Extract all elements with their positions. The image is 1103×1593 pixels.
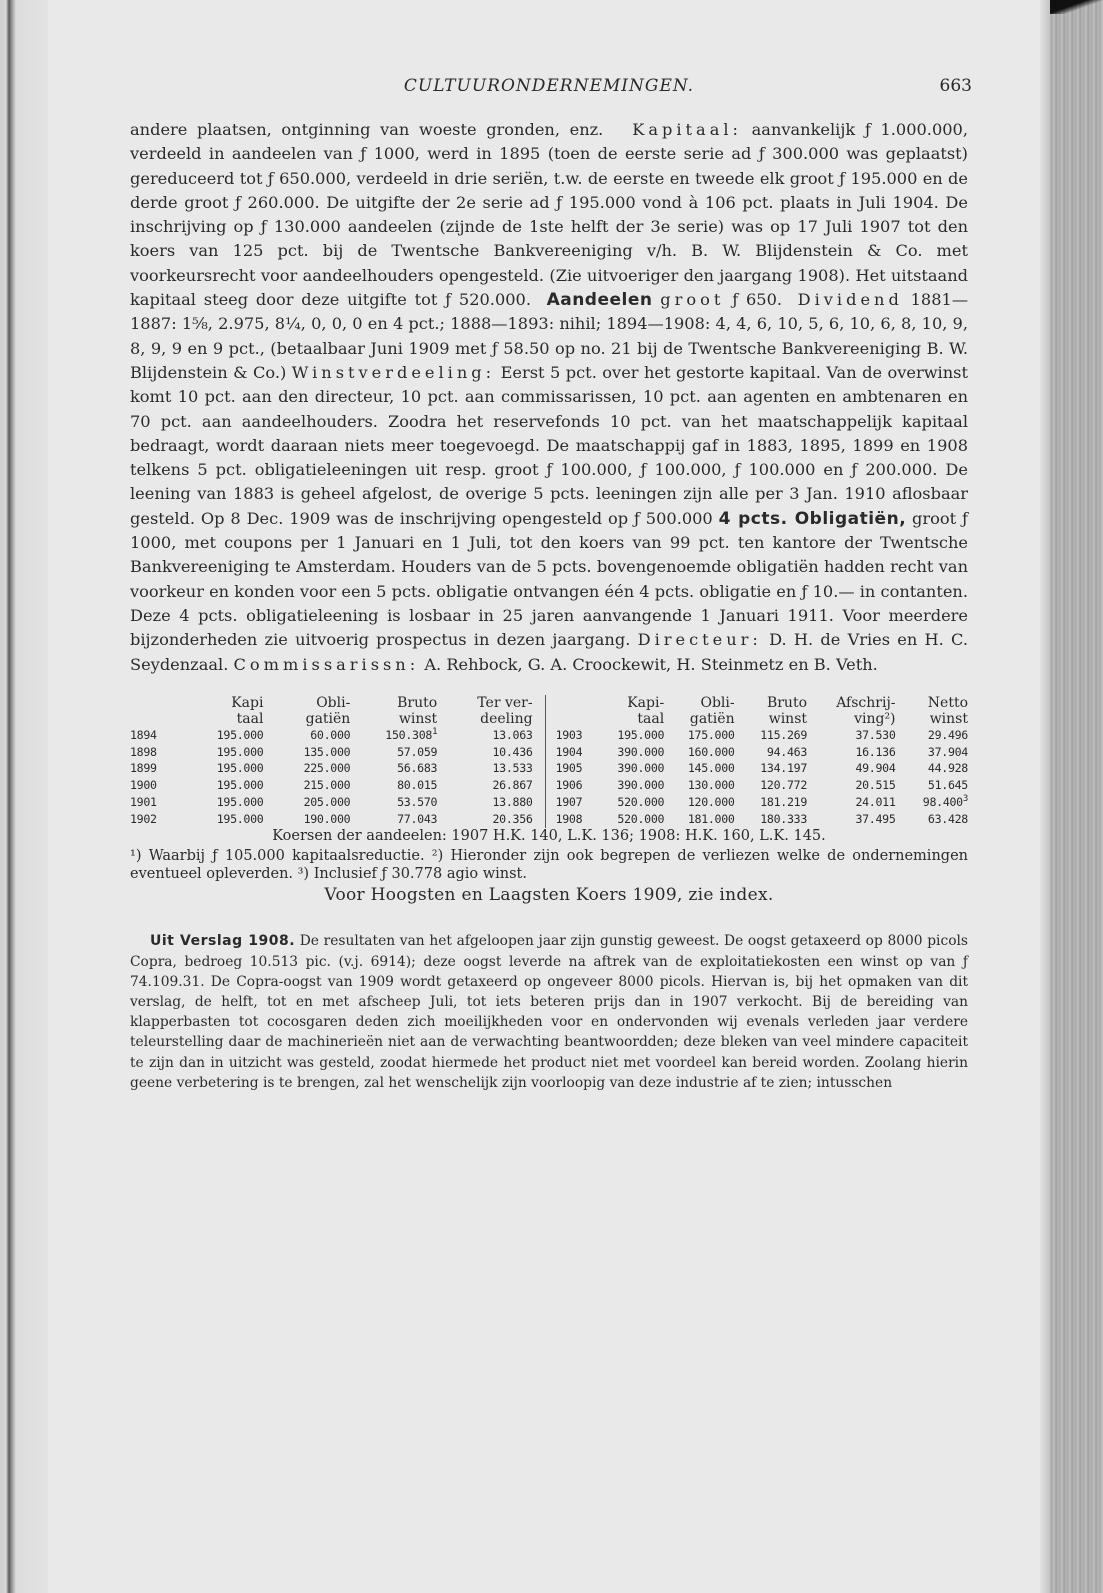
table-divider: [545, 695, 546, 828]
cell-afschrijving: 49.904: [855, 761, 896, 776]
col-header: ving²): [854, 710, 896, 727]
cell-obligatien: 160.000: [687, 744, 735, 759]
cell-kapitaal: 195.000: [617, 727, 665, 742]
cell-bruto-winst: 115.269: [760, 727, 808, 742]
statistics-tables: [130, 695, 968, 828]
col-header: Obli-: [316, 694, 351, 711]
cell-bruto-winst: 181.219: [760, 795, 808, 810]
cell-year: 1902: [130, 811, 157, 826]
table-row: [556, 727, 968, 744]
cell-kapitaal: 520.000: [617, 811, 665, 826]
cell-kapitaal: 390.000: [617, 778, 665, 793]
col-header: winst: [398, 710, 438, 727]
table-row: [130, 811, 533, 828]
cell-bruto-winst: 57.059: [397, 744, 438, 759]
cell-year: 1903: [555, 727, 583, 742]
cell-year: 1894: [130, 727, 157, 742]
report-text: De resultaten van het afgeloopen jaar zijn gunstig geweest. De oogst getaxeerd op 8000 picols Copra, bedroeg 10.513 pic. (v.j. 6914); deze oogst leverde na aftrek van de exploitatiekosten een winst op van ƒ 74.109.31. De Copra-oogst van 1909 wordt getaxeerd op ongeveer 8000 picols. Hiervan is, bij het opmaken van dit verslag, de helft, tot en met afscheep Juli, tot iets beteren prijs dan in 1907 verkocht. Bij de bereiding van klapperbasten tot cocosgaren deden zich moeilijkheden voor en ondervonden wij evenals verleden jaar verdere teleurstelling daar de machinerieën niet aan de verwachting beantwoordden; deze bleken van veel mindere capaciteit te zijn dan in uitzicht was gesteld, zoodat hiermede het product niet met voordeel kan bereid worden. Zoolang hierin geene verbetering is te brengen, zal het wenschelijk zijn voorloopig van deze industrie af te zien; intusschen: [130, 933, 968, 1091]
dividend-label: Dividend: [797, 290, 903, 310]
cell-kapitaal: 195.000: [216, 744, 264, 759]
cell-kapitaal: 195.000: [216, 795, 264, 810]
col-header: deeling: [480, 710, 533, 727]
table-row: [556, 777, 968, 794]
cell-bruto-winst: 77.043: [397, 811, 438, 826]
cell-ter-verdeeling: 10.436: [492, 744, 533, 759]
cell-netto-winst: 44.928: [927, 761, 968, 776]
value: 98.400: [922, 795, 963, 810]
col-header: taal: [236, 710, 264, 727]
col-header: taal: [637, 710, 665, 727]
cell-bruto-winst: 94.463: [766, 744, 808, 759]
cell-year: 1908: [555, 811, 583, 826]
col-header: Kapi: [231, 694, 264, 711]
col-header: [130, 711, 170, 727]
col-header: gatiën: [305, 710, 351, 727]
table-row: [130, 794, 533, 811]
cell-obligatien: 135.000: [303, 744, 351, 759]
footnote-marker: 3: [962, 794, 968, 805]
cell-bruto-winst: 180.333: [760, 811, 808, 826]
footnote-marker: 1: [432, 726, 438, 737]
statistics-table-1903-1908: [556, 695, 968, 828]
statistics-table-1894-1902: [130, 695, 533, 828]
cell-year: 1904: [555, 744, 583, 759]
cell-bruto-winst: 134.197: [760, 761, 808, 776]
cell-ter-verdeeling: 13.880: [492, 795, 533, 810]
table-footnotes: ¹) Waarbij ƒ 105.000 kapitaalsreductie. ²) Hieronder zijn ook begrepen de verliezen welke de ondernemingen eventueel opleverden. ³) Inclusief ƒ 30.778 agio winst.: [130, 847, 968, 882]
cell-netto-winst: 51.645: [927, 778, 968, 793]
aandeelen-label: Aandeelen: [546, 290, 653, 311]
cell-obligatien: 215.000: [303, 778, 351, 793]
cell-obligatien: 120.000: [687, 795, 735, 810]
cell-netto-winst: 37.904: [927, 744, 968, 759]
table-row: [556, 794, 968, 811]
cell-afschrijving: 24.011: [855, 795, 896, 810]
col-header: [556, 695, 596, 711]
cell-obligatien: 145.000: [687, 761, 735, 776]
cell-obligatien: 190.000: [303, 811, 351, 826]
text-segment: D. H. de Vries en H. C. Seydenzaal.: [130, 630, 968, 674]
cell-netto-winst: 29.496: [927, 727, 968, 742]
groot-label: groot: [660, 290, 725, 310]
col-header: [556, 711, 596, 727]
col-header: [130, 695, 170, 711]
obligatien-label: 4 pcts. Obligatiën,: [718, 508, 907, 529]
kapitaal-label: Kapitaal:: [632, 120, 742, 139]
col-header: Obli-: [700, 694, 735, 711]
cell-year: 1907: [555, 795, 583, 810]
book-spine-left: [0, 0, 48, 1593]
report-heading: Uit Verslag 1908.: [150, 933, 296, 950]
table-row: [130, 727, 533, 744]
cell-bruto-winst: [350, 727, 437, 744]
financial-statistics: [130, 695, 968, 904]
cell-afschrijving: 20.515: [855, 778, 896, 793]
cell-year: 1901: [130, 795, 157, 810]
commissarissen-label: Commissarissn:: [233, 654, 420, 674]
col-header: winst: [768, 710, 808, 727]
cell-bruto-winst: 120.772: [760, 778, 808, 793]
cell-ter-verdeeling: 20.356: [492, 811, 533, 826]
table-row: [130, 744, 533, 761]
cell-bruto-winst: 80.015: [397, 778, 438, 793]
cell-kapitaal: 195.000: [216, 778, 264, 793]
cell-obligatien: 60.000: [310, 727, 351, 742]
cell-kapitaal: 390.000: [617, 744, 665, 759]
col-header: Netto: [927, 694, 968, 711]
page-number: 663: [939, 76, 972, 96]
col-header: Afschrij-: [836, 694, 896, 711]
cell-year: 1906: [555, 778, 583, 793]
winstverdeeling-label: Winstverdeeling:: [291, 362, 496, 382]
cell-kapitaal: 195.000: [216, 727, 264, 742]
text-segment: aanvankelijk ƒ 1.000.000, verdeeld in aandeelen van ƒ 1000, werd in 1895 (toen de eerste serie ad ƒ 300.000 was geplaatst) gereduceerd tot ƒ 650.000, verdeeld in drie seriën, t.w. de eerste en tweede elk groot ƒ 195.000 en de derde groot ƒ 260.000. De uitgifte der 2e serie ad ƒ 195.000 vond à 106 pct. plaats in Juli 1904. De inschrijving op ƒ 130.000 aandeelen (zijnde de 1ste helft der 3e serie) was op 17 Juli 1907 tot den koers van 125 pct. bij de Twentsche Bankvereeniging v/h. B. W. Blijdenstein & Co. met voorkeursrecht voor aandeelhouders opengesteld. (Zie uitvoeriger den jaargang 1908). Het uitstaand kapitaal steeg door deze uitgifte tot ƒ 520.000.: [130, 120, 968, 310]
body-paragraph: [130, 118, 968, 677]
text-segment: A. Rehbock, G. A. Croockewit, H. Steinmetz en B. Veth.: [424, 654, 878, 674]
cell-year: 1905: [555, 761, 583, 776]
see-index-note: Voor Hoogsten en Laagsten Koers 1909, zie index.: [324, 884, 774, 905]
cell-year: 1900: [130, 778, 157, 793]
book-page-edges-right: [1050, 0, 1103, 1593]
cell-obligatien: 205.000: [303, 795, 351, 810]
cell-netto-winst: [896, 794, 968, 811]
annual-report-excerpt: [130, 931, 968, 1093]
table-row: [556, 811, 968, 828]
col-header: winst: [929, 710, 968, 727]
text-segment: groot ƒ 1000, met coupons per 1 Januari en 1 Juli, tot den koers van 99 pct. ten kantore der Twentsche Bankvereeniging te Amsterdam. Houders van de 5 pcts. bovengenoemde obligatiën hadden recht van voorkeur en konden voor een 5 pcts. obligatie ontvangen één 4 pcts. obligatie en ƒ 10.— in contanten. Deze 4 pcts. obligatieleening is losbaar in 25 jaren aanvangende 1 Januari 1911. Voor meerdere bijzonderheden zie uitvoerig prospectus in dezen jaargang.: [130, 508, 968, 650]
running-head-title: CULTUURONDERNEMINGEN.: [403, 76, 695, 96]
text-segment: Eerst 5 pct. over het gestorte kapitaal. Van de overwinst komt 10 pct. aan den directeur, 10 pct. aan commissarissen, 10 pct. aan agenten en ambtenaren en 70 pct. aan aandeelhouders. Zoodra het reservefonds 10 pct. van het maatschappelijk kapitaal bedraagt, wordt daaraan niets meer toegevoegd. De maatschappij gaf in 1883, 1895, 1899 en 1908 telkens 5 pct. obligatieleeningen uit resp. groot ƒ 100.000, ƒ 100.000, ƒ 100.000 en ƒ 200.000. De leening van 1883 is geheel afgelost, de overige 5 pcts. leeningen zijn alle per 3 Jan. 1910 aflosbaar gesteld. Op 8 Dec. 1909 was de inschrijving opengesteld op ƒ 500.000: [130, 362, 968, 528]
directeur-label: Directeur:: [637, 630, 762, 650]
cell-year: 1898: [130, 744, 157, 759]
value: 150.308: [385, 727, 433, 742]
col-header: Kapi-: [627, 694, 665, 711]
table-row: [130, 760, 533, 777]
cell-obligatien: 175.000: [687, 727, 735, 742]
book-page: [130, 76, 972, 1093]
col-header: gatiën: [689, 710, 735, 727]
cell-bruto-winst: 56.683: [397, 761, 438, 776]
text-segment: ƒ 650.: [732, 290, 783, 310]
text-segment: andere plaatsen, ontginning van woeste gronden, enz.: [130, 120, 604, 139]
cell-obligatien: 130.000: [687, 778, 735, 793]
table-row: [556, 744, 968, 761]
col-header: Bruto: [766, 694, 808, 711]
table-row: [130, 777, 533, 794]
cell-obligatien: 181.000: [687, 811, 735, 826]
cell-kapitaal: 390.000: [617, 761, 665, 776]
cell-kapitaal: 195.000: [216, 811, 264, 826]
col-header: Bruto: [397, 694, 438, 711]
company-description: [130, 118, 968, 677]
running-head: [130, 76, 972, 106]
cell-bruto-winst: 53.570: [397, 795, 438, 810]
cell-afschrijving: 37.530: [855, 727, 896, 742]
cell-kapitaal: 195.000: [216, 761, 264, 776]
cell-obligatien: 225.000: [303, 761, 351, 776]
cell-kapitaal: 520.000: [617, 795, 665, 810]
cell-afschrijving: 16.136: [855, 744, 896, 759]
cell-ter-verdeeling: 13.533: [492, 761, 533, 776]
share-prices-line: Koersen der aandeelen: 1907 H.K. 140, L.K. 136; 1908: H.K. 160, L.K. 145.: [272, 827, 826, 844]
cell-ter-verdeeling: 13.063: [492, 727, 533, 742]
text-segment: 1881—1887: 1⅝, 2.975, 8¼, 0, 0, 0 en 4 pct.; 1888—1893: nihil; 1894—1908: 4, 4, 6, 10, 5, 6, 10, 6, 8, 10, 9, 8, 9, 9 en 9 pct., (betaalbaar Juni 1909 met ƒ 58.50 op no. 21 bij de Twentsche Bankvereeniging B. W. Blijdenstein & Co.): [130, 290, 969, 382]
col-header: Ter ver-: [477, 694, 533, 711]
cell-year: 1899: [130, 761, 157, 776]
table-row: [556, 760, 968, 777]
cell-netto-winst: 63.428: [927, 811, 968, 826]
cell-ter-verdeeling: 26.867: [492, 778, 533, 793]
cell-afschrijving: 37.495: [855, 811, 896, 826]
